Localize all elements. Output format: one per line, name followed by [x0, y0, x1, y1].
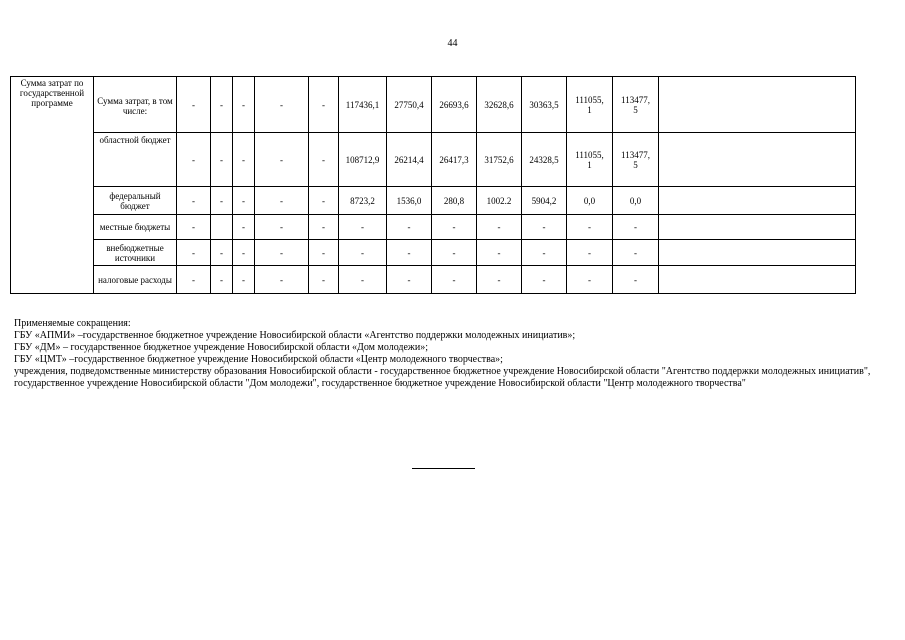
table-cell: -: [233, 133, 255, 187]
table-cell: 26417,3: [432, 133, 477, 187]
table-row: [11, 215, 856, 240]
table-cell: -: [177, 133, 211, 187]
table-cell: -: [432, 240, 477, 266]
table-cell: 1002.2: [477, 187, 522, 215]
table-cell: 27750,4: [387, 77, 432, 133]
table-cell: -: [211, 133, 233, 187]
table-cell: [659, 240, 856, 266]
table-row: [11, 240, 856, 266]
table-cell: 0,0: [613, 187, 659, 215]
table-cell: -: [387, 215, 432, 240]
table-cell: -: [522, 240, 567, 266]
table-cell: 113477, 5: [613, 77, 659, 133]
row-label-cell: внебюджетные источники: [94, 240, 177, 266]
table-cell: -: [233, 187, 255, 215]
table-cell: -: [211, 187, 233, 215]
table-cell: [659, 187, 856, 215]
table-cell: -: [177, 240, 211, 266]
row-label-cell: областной бюджет: [94, 133, 177, 187]
table-cell: -: [432, 215, 477, 240]
table-cell: -: [211, 266, 233, 294]
table-row: [11, 133, 856, 187]
table-cell: -: [255, 240, 309, 266]
table-row: [11, 187, 856, 215]
table-cell: 5904,2: [522, 187, 567, 215]
table-cell: -: [387, 240, 432, 266]
program-label-cell: Сумма затрат по государственной программе: [11, 77, 94, 294]
row-label-cell: местные бюджеты: [94, 215, 177, 240]
table-cell: -: [309, 215, 339, 240]
note-line-dm: ГБУ «ДМ» – государственное бюджетное учреждение Новосибирской области «Дом молодежи»;: [14, 342, 428, 353]
table-cell: 8723,2: [339, 187, 387, 215]
table-cell: -: [567, 215, 613, 240]
table-cell: -: [177, 187, 211, 215]
closing-rule: [412, 468, 475, 469]
table-cell: 26214,4: [387, 133, 432, 187]
expenditure-table: [10, 76, 856, 294]
table-cell: 24328,5: [522, 133, 567, 187]
table-cell: -: [477, 266, 522, 294]
table-cell: 113477, 5: [613, 133, 659, 187]
note-line-cmt: ГБУ «ЦМТ» –государственное бюджетное учреждение Новосибирской области «Центр молодежного творчества»;: [14, 354, 503, 365]
table-row: [11, 266, 856, 294]
table-cell: -: [339, 240, 387, 266]
table-cell: -: [309, 187, 339, 215]
table-cell: [659, 266, 856, 294]
table-cell: 1536,0: [387, 187, 432, 215]
table-cell: -: [522, 215, 567, 240]
table-cell: 280,8: [432, 187, 477, 215]
table-cell: 30363,5: [522, 77, 567, 133]
table-cell: -: [309, 240, 339, 266]
table-cell: -: [432, 266, 477, 294]
table-cell: -: [339, 215, 387, 240]
table-cell: -: [522, 266, 567, 294]
table-cell: 31752,6: [477, 133, 522, 187]
row-label-cell: федеральный бюджет: [94, 187, 177, 215]
table-cell: -: [339, 266, 387, 294]
table-cell: 0,0: [567, 187, 613, 215]
table-cell: -: [309, 133, 339, 187]
table-cell: 111055, 1: [567, 77, 613, 133]
table-cell: 26693,6: [432, 77, 477, 133]
table-cell: -: [233, 215, 255, 240]
table-cell: -: [255, 266, 309, 294]
table-cell: 117436,1: [339, 77, 387, 133]
table-cell: -: [255, 77, 309, 133]
table-cell: -: [233, 266, 255, 294]
table-cell: -: [613, 240, 659, 266]
table-row: [11, 77, 856, 133]
row-label-cell: Сумма затрат, в том числе:: [94, 77, 177, 133]
abbreviations-notes: [14, 318, 889, 390]
table-cell: -: [255, 133, 309, 187]
table-cell: -: [233, 240, 255, 266]
table-cell: -: [309, 77, 339, 133]
table-cell: -: [567, 240, 613, 266]
table-cell: -: [211, 240, 233, 266]
table-cell: -: [613, 266, 659, 294]
table-cell: -: [477, 240, 522, 266]
table-cell: [659, 215, 856, 240]
table-cell: -: [211, 77, 233, 133]
table-cell: -: [177, 266, 211, 294]
table-cell: [659, 133, 856, 187]
table-cell: 108712,9: [339, 133, 387, 187]
table-cell: -: [309, 266, 339, 294]
table-cell: [659, 77, 856, 133]
table-cell: 111055, 1: [567, 133, 613, 187]
table-cell: -: [233, 77, 255, 133]
table-cell: -: [177, 77, 211, 133]
table-cell: -: [567, 266, 613, 294]
table-cell: 32628,6: [477, 77, 522, 133]
row-label-cell: налоговые расходы: [94, 266, 177, 294]
table-cell: -: [387, 266, 432, 294]
note-line-apmi: ГБУ «АПМИ» –государственное бюджетное учреждение Новосибирской области «Агентство поддержки молодежных инициатив»;: [14, 330, 576, 341]
table-cell: -: [613, 215, 659, 240]
table-cell: -: [177, 215, 211, 240]
table-cell: -: [477, 215, 522, 240]
notes-heading: Применяемые сокращения:: [14, 318, 131, 329]
table-cell: [211, 215, 233, 240]
note-line-institutions: учреждения, подведомственные министерству образования Новосибирской области - государственное бюджетное учреждение Новосибирской области "Агентство поддержки молодежных инициатив", государственное учреждение Новосибирской области "Дом молодежи", государственное бюджетное учреждение Новосибирской области "Центр молодежного творчества": [14, 366, 871, 389]
table-cell: -: [255, 187, 309, 215]
page-number: 44: [447, 38, 458, 49]
table-cell: -: [255, 215, 309, 240]
